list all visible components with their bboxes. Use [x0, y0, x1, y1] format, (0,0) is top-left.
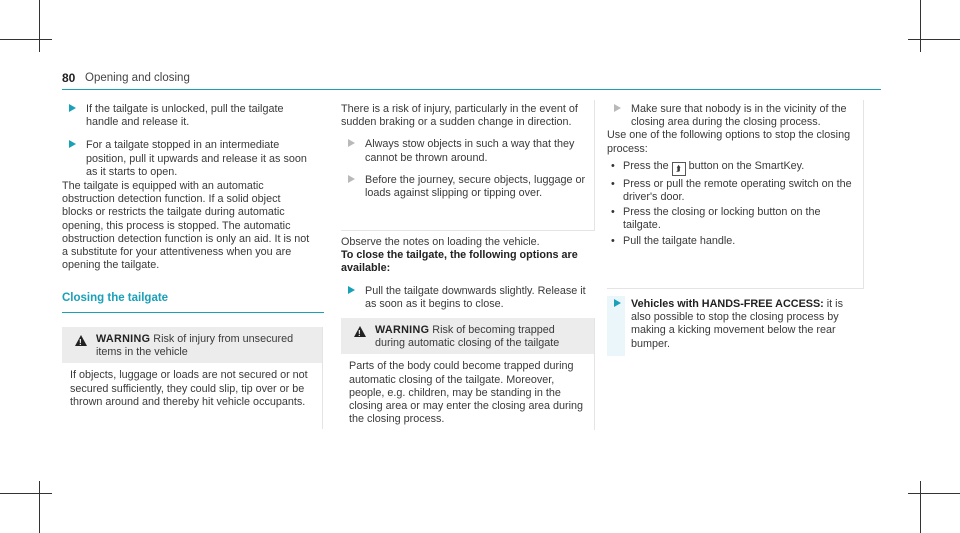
step-text: Before the journey, secure objects, luggage or loads against slipping or tipping over. — [365, 173, 586, 200]
section-heading: Closing the tailgate — [62, 292, 169, 305]
box-border — [594, 318, 595, 430]
box-border — [322, 327, 323, 429]
warning-title: Risk of injury from unsecured items in the vehicle — [96, 333, 294, 359]
column-2-lower — [341, 236, 593, 311]
crop-mark — [908, 493, 960, 494]
bullet-text: Press the — [623, 159, 669, 172]
section-rule — [62, 312, 324, 313]
column-3 — [607, 103, 859, 250]
box-border — [341, 230, 595, 231]
step-arrow-icon — [614, 104, 621, 112]
bold-text: To close the tailgate, the following options are available: — [341, 249, 578, 275]
warning-body: If objects, luggage or loads are not secured or not secured sufficiently, they could slip, tip over or be thrown around and thereby hit vehicle occupants. — [70, 369, 308, 408]
list-item: • Pull the tailgate handle. — [607, 235, 859, 248]
body-paragraph: Use one of the following options to stop the closing process: — [607, 129, 851, 155]
step-item — [607, 298, 855, 351]
warning-header — [62, 327, 322, 363]
column-2 — [341, 103, 589, 200]
step-item — [607, 103, 859, 129]
warning-label: WARNING — [96, 333, 151, 345]
page-header-title: Opening and closing — [85, 72, 190, 84]
body-paragraph: There is a risk of injury, particularly in the event of sudden braking or a sudden change in direction. — [341, 103, 578, 129]
step-text: Pull the tailgate downwards slightly. Release it as soon as it begins to close. — [365, 284, 586, 310]
crop-mark — [920, 481, 921, 533]
tailgate-key-icon: ⮭ — [672, 162, 686, 176]
crop-mark — [0, 39, 52, 40]
crop-mark — [0, 493, 52, 494]
step-text: If the tailgate is unlocked, pull the tailgate handle and release it. — [86, 103, 284, 129]
bullet-list — [607, 160, 859, 248]
column-3-lower — [607, 298, 855, 351]
step-text: For a tailgate stopped in an intermediate position, pull it upwards and release it as soon as it starts to open. — [86, 139, 307, 178]
step-text: Always stow objects in such a way that they cannot be thrown around. — [365, 138, 575, 164]
step-arrow-icon — [69, 104, 76, 112]
crop-mark — [39, 0, 40, 52]
bullet-text: button on the SmartKey. — [688, 159, 805, 172]
box-border — [607, 288, 864, 289]
column-1 — [62, 103, 310, 313]
box-border — [863, 100, 864, 288]
body-paragraph: The tailgate is equipped with an automatic obstruction detection function. If a solid object blocks or restricts the tailgate during automatic opening, this process is stopped. The automatic obstruction detection function is only an aid. It is not a substitute for your attentiveness when you are opening the tailgate. — [62, 180, 310, 272]
step-text: Make sure that nobody is in the vicinity of the closing area during the closing process. — [631, 103, 847, 129]
step-arrow-icon — [69, 140, 76, 148]
crop-mark — [908, 39, 960, 40]
crop-mark — [39, 481, 40, 533]
warning-body: Parts of the body could become trapped during automatic closing of the tailgate. Moreover, people, e.g. children, may be standing in the closing area or may enter the closing area during the closing process. — [349, 360, 584, 426]
warning-box — [341, 318, 595, 434]
bold-paragraph — [341, 249, 593, 275]
list-item: • Press or pull the remote operating switch on the driver's door. — [607, 178, 859, 204]
step-arrow-icon — [348, 139, 355, 147]
step-arrow-icon — [614, 299, 621, 307]
warning-header — [341, 318, 595, 354]
step-arrow-icon — [348, 175, 355, 183]
warning-label: WARNING — [375, 324, 430, 336]
step-item — [341, 285, 593, 311]
step-item — [341, 138, 589, 164]
warning-box — [62, 327, 322, 417]
crop-mark — [920, 0, 921, 52]
body-paragraph: Observe the notes on loading the vehicle. — [341, 236, 540, 248]
step-arrow-icon — [348, 286, 355, 294]
step-item — [62, 103, 310, 129]
warning-triangle-icon — [75, 335, 87, 346]
page-number: 80 — [62, 71, 76, 85]
header-rule — [62, 89, 881, 90]
warning-triangle-icon — [354, 326, 366, 337]
step-text: it is also possible to stop the closing process by making a kicking movement below the rear bumper. — [631, 298, 843, 350]
warning-title: Risk of becoming trapped during automatic closing of the tailgate — [375, 324, 560, 350]
step-item — [62, 139, 310, 179]
bold-text: Vehicles with HANDS-FREE ACCESS: — [631, 298, 824, 310]
list-item: • Press the closing or locking button on the tailgate. — [607, 206, 859, 232]
list-item — [607, 160, 859, 176]
box-border — [594, 100, 595, 230]
step-item — [341, 174, 589, 200]
